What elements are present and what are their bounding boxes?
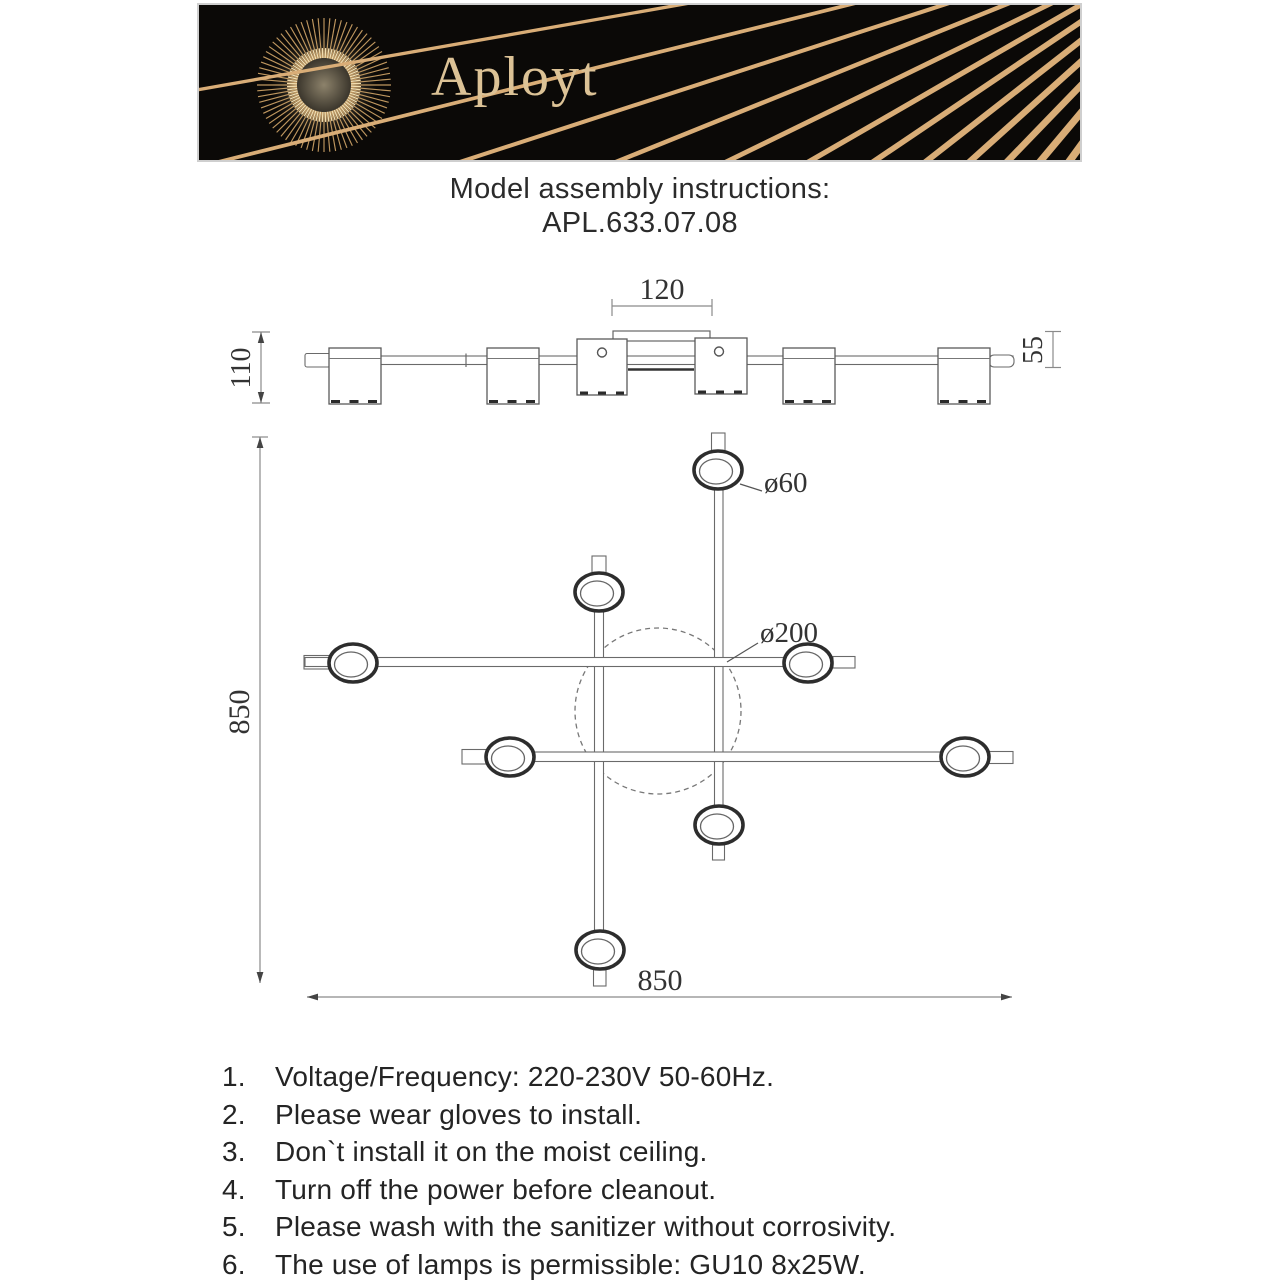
technical-drawing [0, 260, 1280, 1050]
dim-200-label: ø200 [760, 617, 818, 649]
instruction-number: 1. [222, 1058, 275, 1096]
instruction-number: 2. [222, 1096, 275, 1134]
instruction-text: Please wear gloves to install. [275, 1096, 1122, 1134]
screw-hole-icon [598, 348, 607, 357]
dimension-110 [226, 332, 270, 403]
instruction-item [222, 1058, 1122, 1096]
rod-vertical-b [592, 556, 606, 986]
lamp-spot [576, 931, 624, 969]
lamp-spot [575, 573, 623, 611]
instruction-number: 3. [222, 1133, 275, 1171]
lamp-spot [329, 644, 377, 682]
model-number: APL.633.07.08 [0, 206, 1280, 240]
brand-logo-text: Aployt [431, 49, 599, 105]
instruction-item [222, 1133, 1122, 1171]
dim-110-label: 110 [226, 348, 257, 389]
rod-vertical-a [712, 433, 726, 860]
box-bottom-hatch [580, 392, 745, 393]
instruction-item [222, 1096, 1122, 1134]
dimension-55 [1018, 332, 1061, 368]
instruction-item [222, 1171, 1122, 1209]
dimension-spot-diameter [740, 467, 808, 499]
page-title: Model assembly instructions: [0, 172, 1280, 206]
lamp-spot [486, 738, 534, 776]
brand-banner [197, 3, 1082, 162]
dim-55-label: 55 [1018, 336, 1049, 364]
lamp-spot [941, 738, 989, 776]
rod-end-left [305, 354, 330, 368]
dim-850-vertical-label: 850 [223, 690, 256, 735]
side-rod [307, 356, 1013, 365]
mounting-boxes [577, 338, 747, 395]
lamp-spot [694, 451, 742, 489]
rod-end-right [989, 355, 1014, 367]
instruction-text: Voltage/Frequency: 220-230V 50-60Hz. [275, 1058, 1122, 1096]
rod-horizontal-2 [462, 750, 1013, 765]
lamp-spot [695, 806, 743, 844]
dimension-850-horizontal [307, 964, 1012, 1000]
banner-decor [199, 5, 1080, 160]
dim-60-label: ø60 [764, 467, 808, 499]
dimension-120 [612, 273, 712, 316]
dim-850-horizontal-label: 850 [638, 964, 683, 997]
lamp-spots [329, 451, 989, 969]
side-view-drawing [226, 273, 1061, 404]
instruction-text: Turn off the power before cleanout. [275, 1171, 1122, 1209]
instruction-text: The use of lamps is permissible: GU10 8x25W. [275, 1246, 1122, 1284]
instruction-item [222, 1246, 1122, 1284]
instruction-text: Don`t install it on the moist ceiling. [275, 1133, 1122, 1171]
lamp-spot [784, 644, 832, 682]
top-view-drawing [223, 433, 1013, 1000]
dim-120-label: 120 [640, 273, 685, 306]
rod-horizontal-1 [304, 656, 855, 670]
instruction-item [222, 1208, 1122, 1246]
instruction-text: Please wash with the sanitizer without corrosivity. [275, 1208, 1122, 1246]
instruction-number: 5. [222, 1208, 275, 1246]
screw-hole-icon [715, 347, 724, 356]
instructions-list [222, 1058, 1122, 1284]
title-block [0, 172, 1280, 240]
instruction-number: 4. [222, 1171, 275, 1209]
instruction-number: 6. [222, 1246, 275, 1284]
dimension-850-vertical [223, 437, 268, 983]
